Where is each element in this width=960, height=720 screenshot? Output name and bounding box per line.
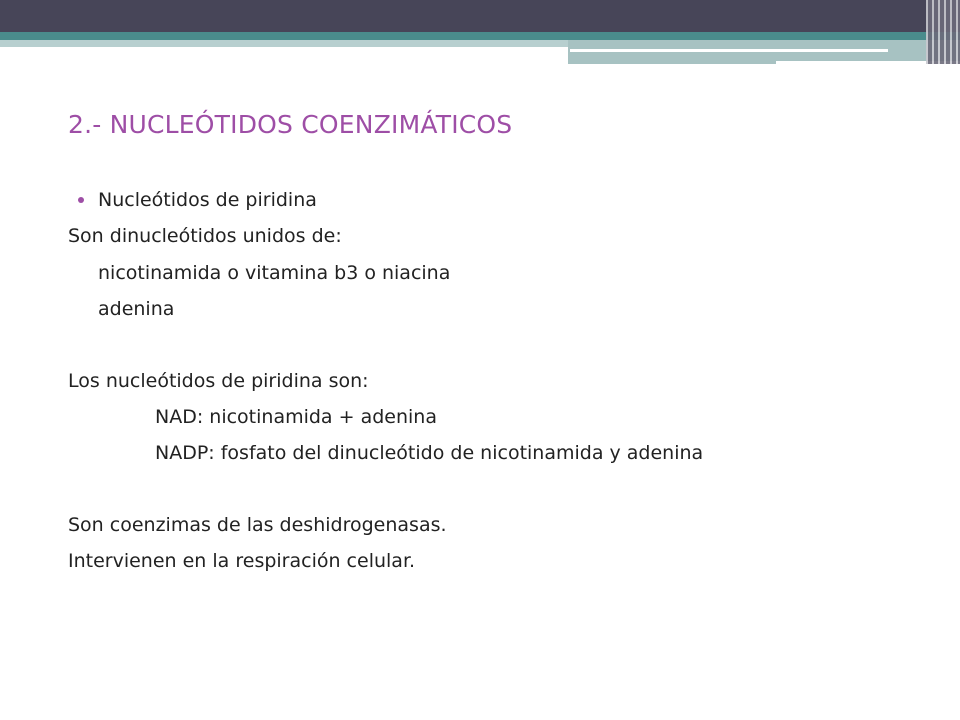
bullet-text: Nucleótidos de piridina <box>98 189 317 211</box>
body-line: Intervienen en la respiración celular. <box>68 550 416 572</box>
body-line: Son coenzimas de las deshidrogenasas. <box>68 514 447 536</box>
body-line: Los nucleótidos de piridina son: <box>68 370 369 392</box>
bullet-icon <box>78 197 84 203</box>
body-line-indented: adenina <box>98 298 175 320</box>
body-line: Son dinucleótidos unidos de: <box>68 225 342 247</box>
slide-title: 2.- NUCLEÓTIDOS COENZIMÁTICOS <box>68 110 513 139</box>
body-line-indented: NADP: fosfato del dinucleótido de nicotinamida y adenina <box>155 442 704 464</box>
body-line-indented: nicotinamida o vitamina b3 o niacina <box>98 262 451 284</box>
body-line-indented: NAD: nicotinamida + adenina <box>155 406 437 428</box>
